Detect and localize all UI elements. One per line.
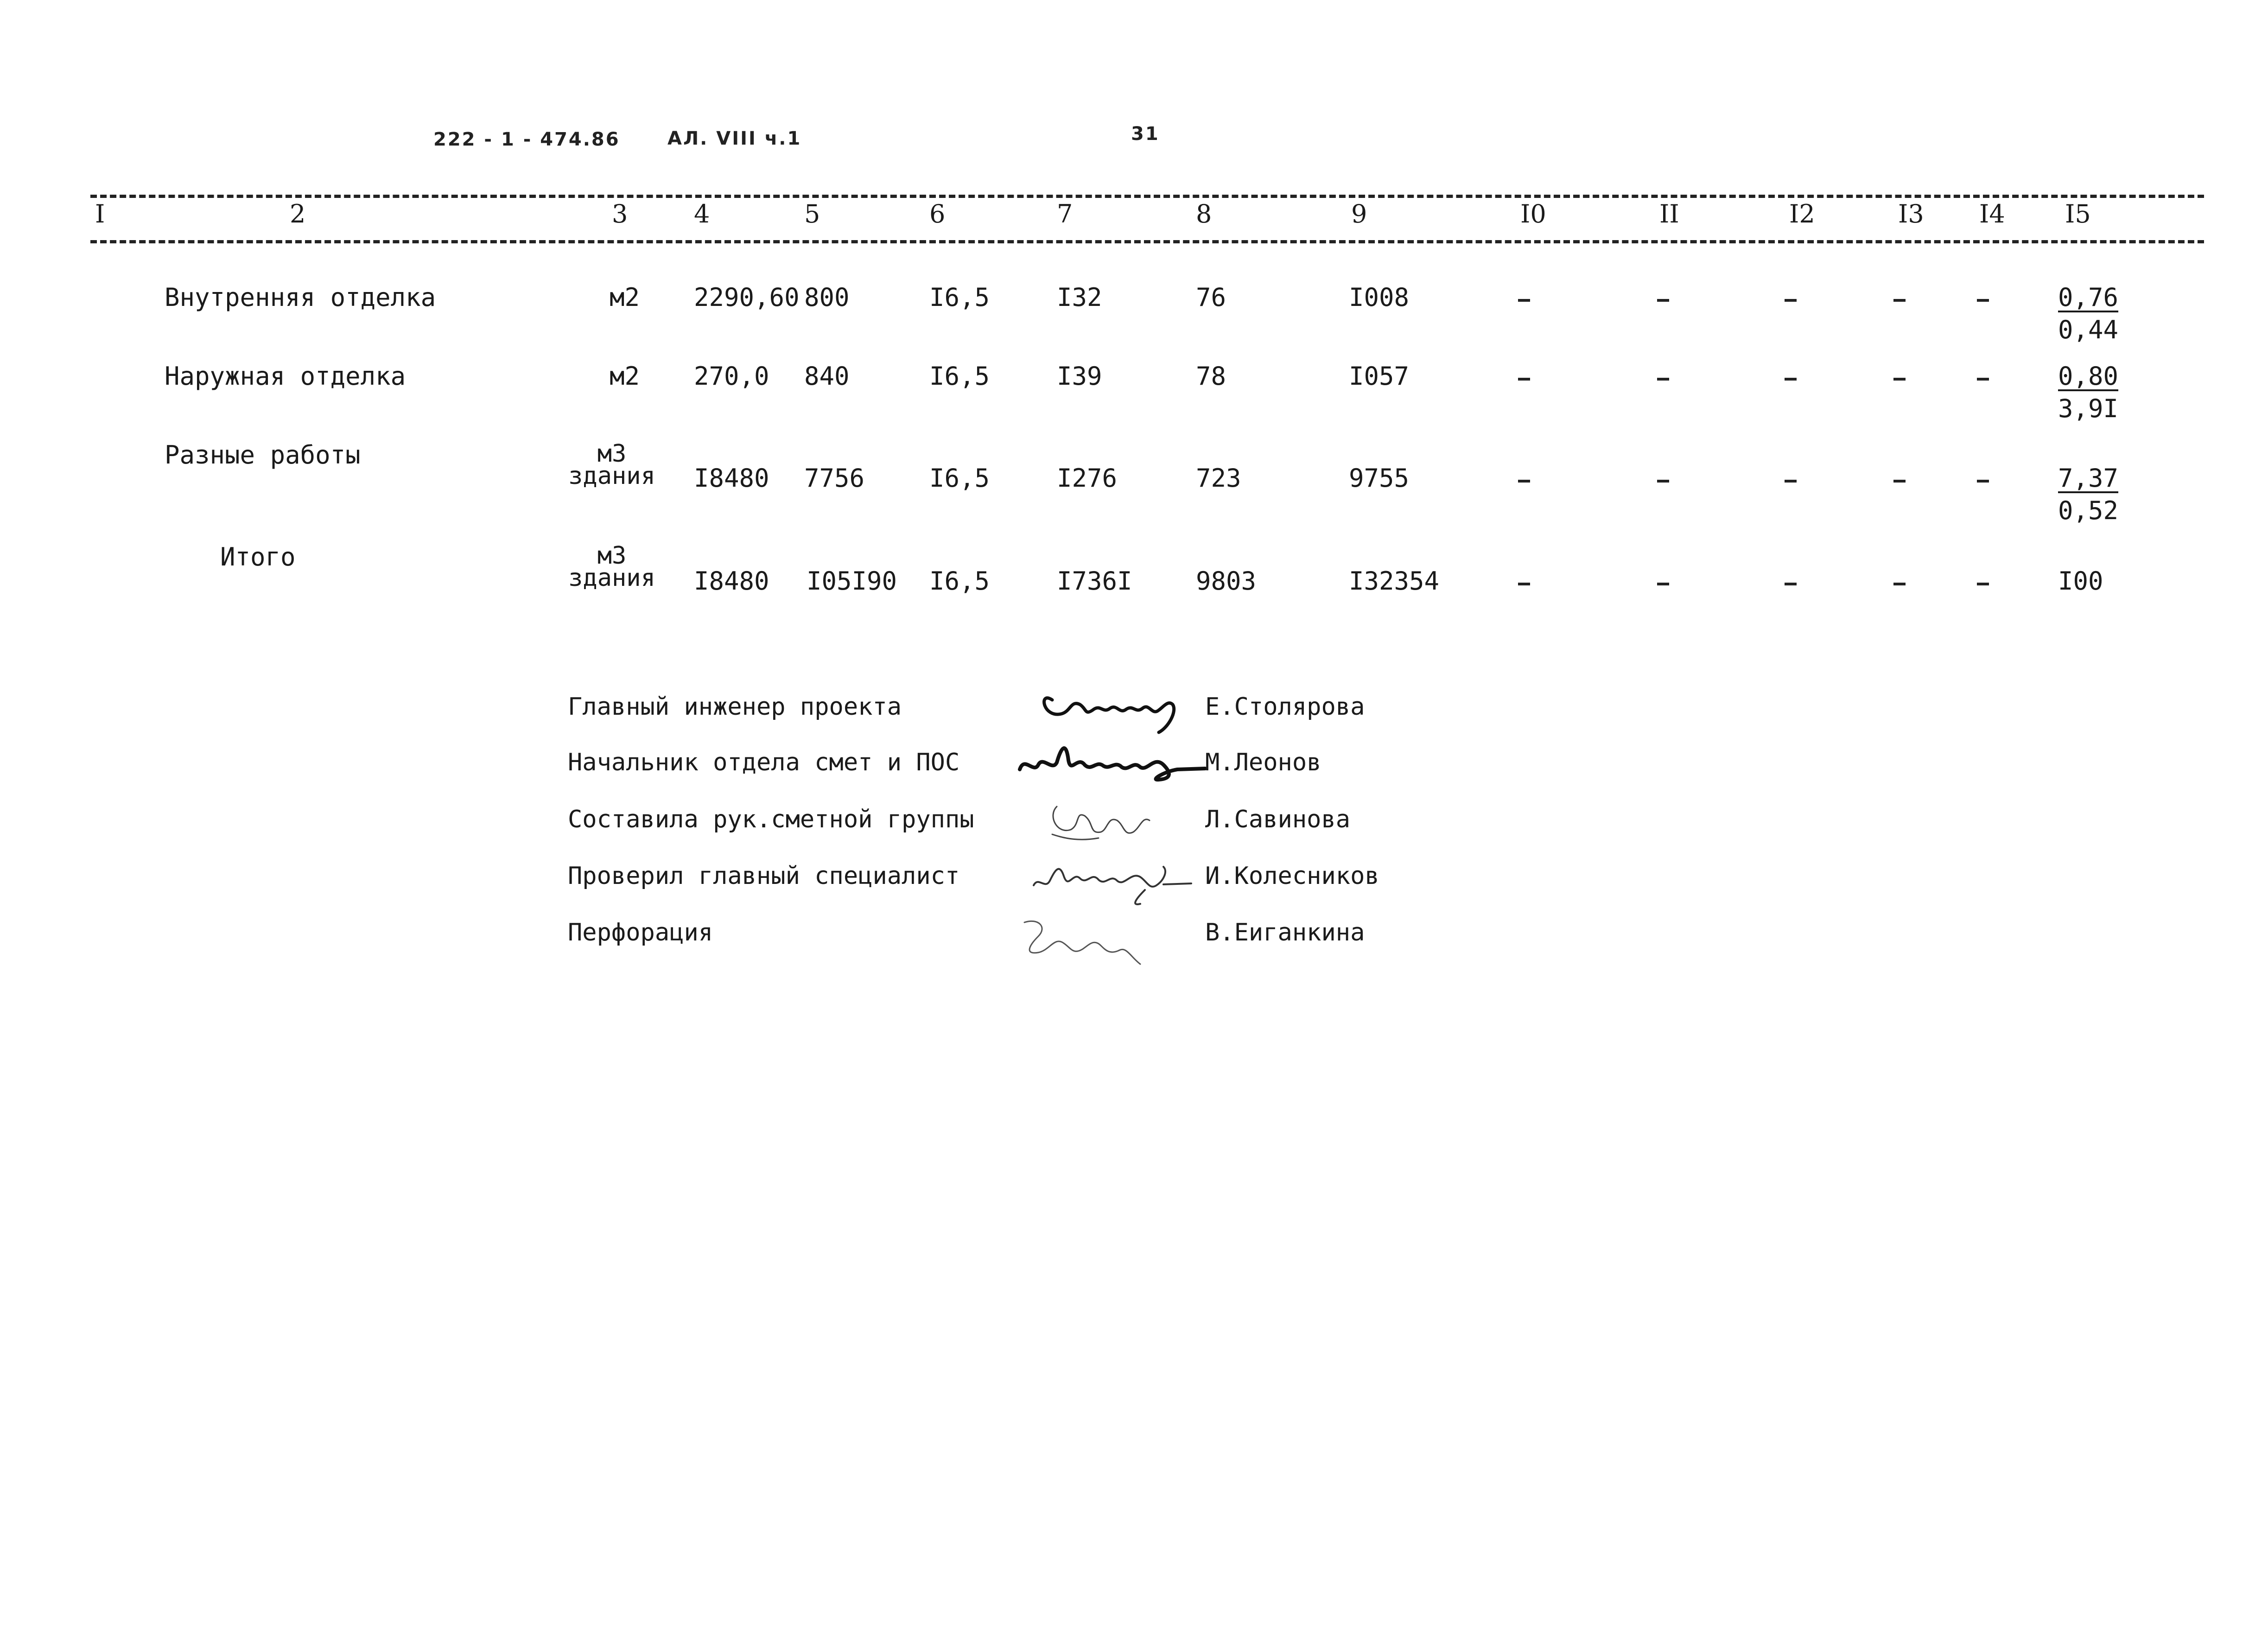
signature-role: Перфорация <box>568 919 713 946</box>
empty-dash <box>1657 583 1669 585</box>
signatory-name: Е.Столярова <box>1205 693 1365 721</box>
signature-role: Главный инженер проекта <box>568 693 902 721</box>
column-header: 2 <box>290 199 306 229</box>
empty-dash <box>1657 480 1669 483</box>
cell-col6: I6,5 <box>929 464 990 493</box>
cell-col4: I8480 <box>694 566 769 596</box>
empty-dash <box>1785 299 1797 302</box>
column-header: 7 <box>1057 199 1073 229</box>
column-header: I0 <box>1520 199 1546 229</box>
row-name: Наружная отделка <box>165 362 406 391</box>
row-unit <box>568 440 656 490</box>
cell-col9: 9755 <box>1349 464 1410 493</box>
handwritten-signature <box>1024 844 1201 908</box>
cell-col7: I39 <box>1057 362 1102 391</box>
cell-col15-top: 7,37 <box>2058 464 2119 493</box>
header-top-rule <box>90 195 2204 198</box>
cell-col15-bottom: 0,44 <box>2058 315 2119 344</box>
row-unit: м2 <box>610 283 640 312</box>
column-header: I3 <box>1898 199 1924 229</box>
row-name: Итого <box>220 542 296 572</box>
cell-col15-bottom: 3,9I <box>2058 394 2119 423</box>
cell-col5: 800 <box>804 283 850 312</box>
column-header: 5 <box>804 199 820 229</box>
cell-col6: I6,5 <box>929 283 990 312</box>
cell-col4: 270,0 <box>694 362 769 391</box>
cell-col15-top: 0,76 <box>2058 283 2119 312</box>
signatory-name: И.Колесников <box>1205 862 1379 890</box>
row-unit: м2 <box>610 362 640 391</box>
cell-col5: I05I90 <box>807 566 897 596</box>
cell-col8: 9803 <box>1196 566 1257 596</box>
column-header: II <box>1659 199 1679 229</box>
empty-dash <box>1785 583 1797 585</box>
cell-col15: I00 <box>2058 566 2103 596</box>
cell-col8: 78 <box>1196 362 1226 391</box>
column-header: I2 <box>1789 199 1815 229</box>
empty-dash <box>1893 299 1906 302</box>
row-unit <box>568 542 656 592</box>
album-number: АЛ. VIII ч.1 <box>667 128 802 149</box>
cell-col9: I008 <box>1349 283 1410 312</box>
signature-role: Проверил главный специалист <box>568 862 960 890</box>
empty-dash <box>1977 480 1989 483</box>
cell-col7: I32 <box>1057 283 1102 312</box>
cell-col15-top: 0,80 <box>2058 362 2119 391</box>
empty-dash <box>1977 299 1989 302</box>
signature-role: Начальник отдела смет и ПОС <box>568 749 960 776</box>
cell-col9: I057 <box>1349 362 1410 391</box>
doc-code: 222 - 1 - 474.86 <box>433 129 620 150</box>
handwritten-signature <box>1038 788 1159 848</box>
cell-col6: I6,5 <box>929 362 990 391</box>
signatory-name: М.Леонов <box>1205 749 1321 776</box>
empty-dash <box>1657 378 1669 381</box>
empty-dash <box>1518 299 1530 302</box>
row-name: Разные работы <box>165 440 361 470</box>
header-bottom-rule <box>90 240 2204 243</box>
column-header: I4 <box>1979 199 2005 229</box>
cell-col8: 76 <box>1196 283 1226 312</box>
cell-col4: I8480 <box>694 464 769 493</box>
row-unit-line1: м3 <box>597 542 627 570</box>
column-header: 6 <box>929 199 946 229</box>
column-header: 4 <box>694 199 710 229</box>
empty-dash <box>1785 378 1797 381</box>
empty-dash <box>1893 378 1906 381</box>
empty-dash <box>1893 583 1906 585</box>
signatory-name: В.Еиганкина <box>1205 919 1365 946</box>
row-unit-line2: здания <box>568 462 655 490</box>
empty-dash <box>1518 378 1530 381</box>
row-unit-line2: здания <box>568 564 655 592</box>
signature-role: Составила рук.сметной группы <box>568 806 974 833</box>
page-number: 31 <box>1131 123 1160 145</box>
cell-col5: 840 <box>804 362 850 391</box>
cell-col4: 2290,60 <box>694 283 800 312</box>
empty-dash <box>1977 583 1989 585</box>
handwritten-signature <box>1010 728 1210 788</box>
empty-dash <box>1518 583 1530 585</box>
empty-dash <box>1657 299 1669 302</box>
handwritten-signature <box>1010 904 1159 969</box>
empty-dash <box>1893 480 1906 483</box>
cell-col7: I276 <box>1057 464 1118 493</box>
signatory-name: Л.Савинова <box>1205 806 1351 833</box>
empty-dash <box>1785 480 1797 483</box>
handwritten-signature <box>1034 672 1191 737</box>
cell-col5: 7756 <box>804 464 865 493</box>
cell-col8: 723 <box>1196 464 1241 493</box>
column-header: I <box>95 199 105 229</box>
cell-col15-bottom: 0,52 <box>2058 496 2119 525</box>
column-header: 8 <box>1196 199 1212 229</box>
row-unit-line1: м3 <box>597 440 627 468</box>
cell-col9: I32354 <box>1349 566 1440 596</box>
cell-col7: I736I <box>1057 566 1132 596</box>
empty-dash <box>1518 480 1530 483</box>
column-header: 3 <box>612 199 628 229</box>
column-header: 9 <box>1351 199 1367 229</box>
column-header: I5 <box>2065 199 2091 229</box>
empty-dash <box>1977 378 1989 381</box>
row-name: Внутренняя отделка <box>165 283 436 312</box>
cell-col6: I6,5 <box>929 566 990 596</box>
